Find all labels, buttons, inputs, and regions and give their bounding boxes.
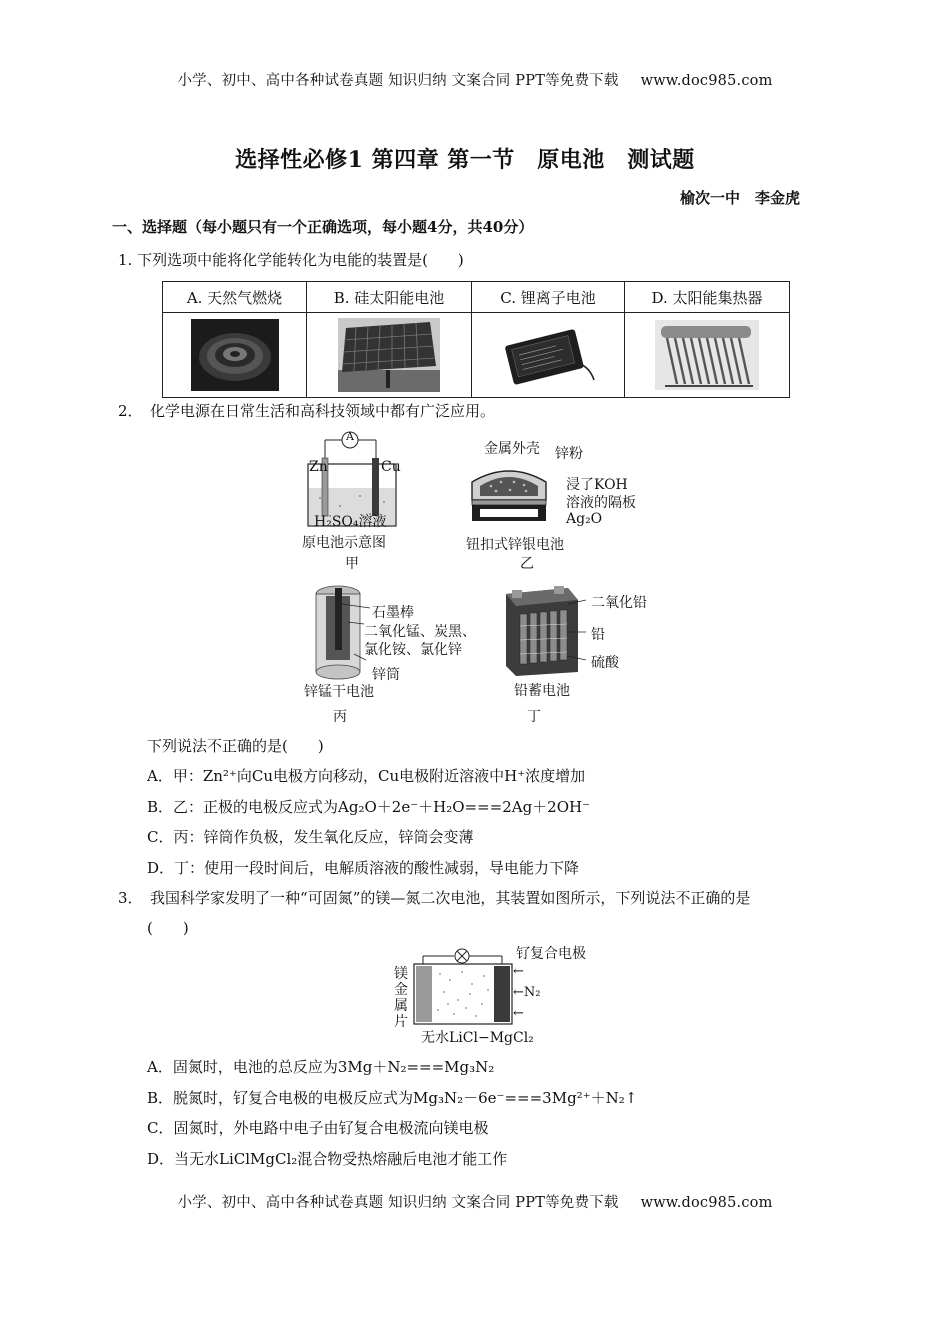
yi-separator-label-2: 溶液的隔板: [566, 495, 636, 511]
bing-tag: 丙: [333, 709, 347, 725]
q3-stem-line-1: 3． 我国科学家发明了一种“可固氮”的镁—氮二次电池，其装置如图所示，下列说法不正确的是: [118, 889, 751, 907]
q3-n2-arrow: ←N₂: [513, 985, 541, 1000]
ding-tag: 丁: [527, 709, 541, 725]
bing-mix-label-1: 二氧化锰、炭黑、: [364, 624, 476, 640]
q3-electrolyte-label: 无水LiCl−MgCl₂: [421, 1030, 534, 1046]
figure-q3: [410, 944, 520, 1028]
q3-mg-label: [394, 966, 408, 1030]
figure-bing: [308, 584, 370, 680]
yi-name: 钮扣式锌银电池: [466, 537, 564, 553]
q2-stem: 2． 化学电源在日常生活和高科技领域中都有广泛应用。: [118, 402, 496, 420]
section-heading: 一、选择题（每小题只有一个正确选项，每小题4分，共40分）: [112, 218, 534, 236]
q1-photo-b-cell: [307, 313, 472, 398]
footer-site[interactable]: www.doc985.com: [640, 1195, 773, 1211]
q3-mg-char-3: 属: [394, 998, 408, 1014]
q3-electrode-label: 钌复合电极: [516, 946, 586, 962]
q2-ask: 下列说法不正确的是( ): [147, 737, 324, 755]
yi-ag2o-label: Ag₂O: [566, 511, 603, 527]
q3-mg-char-2: 金: [394, 982, 408, 998]
q3-arrow-1: ←: [513, 964, 524, 979]
q3-mg-char-4: 片: [394, 1014, 408, 1030]
jia-name: 原电池示意图: [302, 535, 386, 551]
yi-separator-label-1: 浸了KOH: [566, 477, 628, 493]
q1-options-table: [162, 281, 790, 398]
jia-tag: 甲: [345, 556, 359, 572]
yi-tag: 乙: [520, 556, 534, 572]
q3-stem-line-2: ( ): [147, 919, 189, 937]
q1-photo-c-cell: [472, 313, 625, 398]
header-text: 小学、初中、高中各种试卷真题 知识归纳 文案合同 PPT等免费下载: [177, 73, 619, 89]
figure-ding: [502, 586, 586, 678]
yi-zinc-label: 锌粉: [555, 446, 583, 462]
bing-name: 锌锰干电池: [304, 684, 374, 700]
figure-yi: [466, 460, 552, 528]
page-header: [0, 69, 950, 90]
jia-meter-text: A: [346, 430, 354, 443]
q1-photo-d-cell: [625, 313, 790, 398]
q3-option-d: D．当无水LiClMgCl₂混合物受热熔融后电池才能工作: [147, 1150, 508, 1168]
ding-pbo2-label: 二氧化铅: [591, 595, 647, 611]
q1-option-a: A. 天然气燃烧: [163, 282, 307, 313]
q2-option-d: D．丁：使用一段时间后，电解质溶液的酸性减弱，导电能力下降: [147, 859, 580, 877]
ding-acid-label: 硫酸: [591, 655, 619, 671]
bing-mix-label-2: 氯化铵、氯化锌: [364, 642, 462, 658]
author: 榆次一中 李金虎: [679, 189, 800, 207]
q1-stem: 1. 下列选项中能将化学能转化为电能的装置是( ): [118, 251, 464, 269]
gas-burner-image: [191, 319, 279, 391]
page-title: 选择性必修1 第四章 第一节 原电池 测试题: [235, 147, 695, 173]
jia-cu-label: Cu: [381, 459, 401, 475]
yi-shell-label: 金属外壳: [484, 441, 540, 457]
q1-option-d: D. 太阳能集热器: [625, 282, 790, 313]
q3-option-b: B．脱氮时，钌复合电极的电极反应式为Mg₃N₂－6e⁻===3Mg²⁺＋N₂↑: [147, 1089, 638, 1107]
q1-option-c: C. 锂离子电池: [472, 282, 625, 313]
lithium-battery-image: [498, 324, 598, 386]
page-footer: [0, 1191, 950, 1212]
q3-mg-char-1: 镁: [394, 966, 408, 982]
q3-option-c: C．固氮时，外电路中电子由钌复合电极流向镁电极: [147, 1119, 489, 1137]
q2-option-b: B．乙：正极的电极反应式为Ag₂O＋2e⁻＋H₂O===2Ag＋2OH⁻: [147, 798, 591, 816]
footer-text: 小学、初中、高中各种试卷真题 知识归纳 文案合同 PPT等免费下载: [177, 1195, 619, 1211]
q3-option-a: A．固氮时，电池的总反应为3Mg＋N₂===Mg₃N₂: [147, 1058, 495, 1076]
solar-heater-image: [655, 320, 759, 390]
q2-option-a: A．甲：Zn²⁺向Cu电极方向移动，Cu电极附近溶液中H⁺浓度增加: [147, 767, 586, 785]
bing-rod-label: 石墨棒: [372, 605, 414, 621]
ding-pb-label: 铅: [591, 627, 605, 643]
header-site[interactable]: www.doc985.com: [640, 73, 773, 89]
q2-option-c: C．丙：锌筒作负极，发生氧化反应，锌筒会变薄: [147, 828, 474, 846]
jia-zn-label: Zn: [309, 459, 328, 475]
q1-option-b: B. 硅太阳能电池: [307, 282, 472, 313]
ding-name: 铅蓄电池: [514, 683, 570, 699]
q3-n2-label: N₂: [523, 985, 541, 1000]
q3-arrow-3: ←: [513, 1006, 524, 1021]
jia-solution-label: H₂SO₄溶液: [314, 514, 387, 530]
bing-can-label: 锌筒: [372, 667, 400, 683]
q1-photo-a-cell: [163, 313, 307, 398]
solar-panel-image: [338, 318, 440, 392]
